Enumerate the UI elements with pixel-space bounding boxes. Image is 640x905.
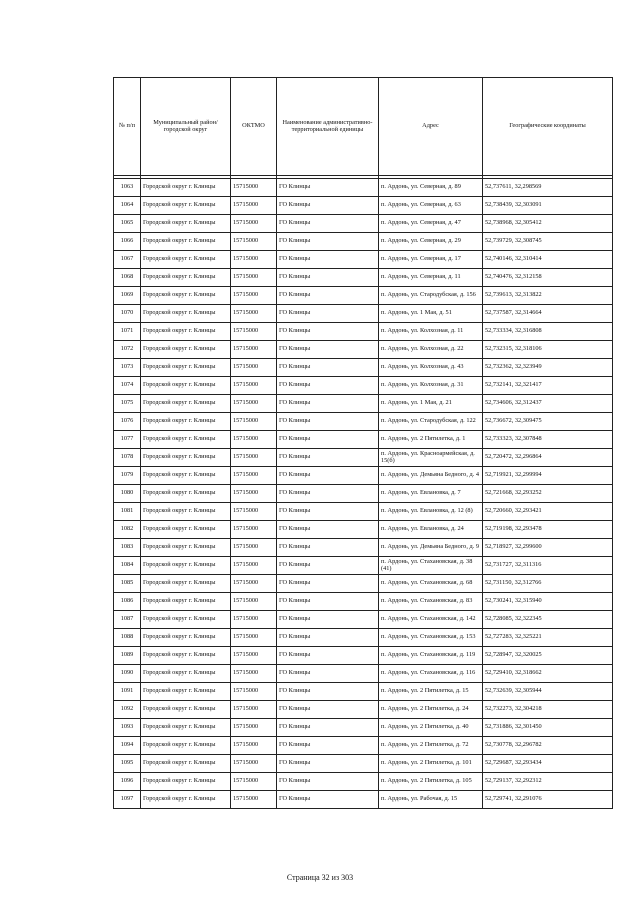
cell-coords: 52,729137, 32,292312 — [483, 773, 613, 791]
cell-coords: 52,731727, 32,311316 — [483, 557, 613, 575]
cell-oktmo: 15715000 — [231, 197, 277, 215]
cell-coords: 52,719921, 32,299994 — [483, 467, 613, 485]
table-row — [114, 377, 613, 395]
cell-unit: ГО Клинцы — [277, 665, 379, 683]
cell-district: Городской округ г. Клинцы — [141, 305, 231, 323]
cell-num: 1093 — [114, 719, 141, 737]
cell-coords: 52,737611, 32,298569 — [483, 179, 613, 197]
cell-unit: ГО Клинцы — [277, 431, 379, 449]
cell-oktmo: 15715000 — [231, 269, 277, 287]
cell-district: Городской округ г. Клинцы — [141, 233, 231, 251]
cell-coords: 52,729687, 32,293434 — [483, 755, 613, 773]
table-row — [114, 251, 613, 269]
cell-oktmo: 15715000 — [231, 305, 277, 323]
cell-district: Городской округ г. Клинцы — [141, 431, 231, 449]
cell-address: п. Ардонь, ул. 1 Мая, д. 21 — [379, 395, 483, 413]
cell-oktmo: 15715000 — [231, 503, 277, 521]
cell-unit: ГО Клинцы — [277, 575, 379, 593]
cell-unit: ГО Клинцы — [277, 629, 379, 647]
cell-address: п. Ардонь, ул. Красноармейская, д. 15(б) — [379, 449, 483, 467]
cell-unit: ГО Клинцы — [277, 413, 379, 431]
table-row — [114, 197, 613, 215]
table-row — [114, 701, 613, 719]
cell-district: Городской округ г. Клинцы — [141, 467, 231, 485]
cell-district: Городской округ г. Клинцы — [141, 683, 231, 701]
cell-address: п. Ардонь, ул. Колхозная, д. 43 — [379, 359, 483, 377]
cell-oktmo: 15715000 — [231, 557, 277, 575]
cell-oktmo: 15715000 — [231, 359, 277, 377]
cell-district: Городской округ г. Клинцы — [141, 773, 231, 791]
cell-num: 1087 — [114, 611, 141, 629]
cell-address: п. Ардонь, ул. Северная, д. 89 — [379, 179, 483, 197]
cell-address: п. Ардонь, ул. Стахановская, д. 116 — [379, 665, 483, 683]
table-row — [114, 305, 613, 323]
cell-unit: ГО Клинцы — [277, 773, 379, 791]
cell-address: п. Ардонь, ул. Рабочая, д. 15 — [379, 791, 483, 809]
cell-district: Городской округ г. Клинцы — [141, 647, 231, 665]
cell-address: п. Ардонь, ул. Евлановка, д. 12 (8) — [379, 503, 483, 521]
cell-coords: 52,720660, 32,293421 — [483, 503, 613, 521]
cell-num: 1076 — [114, 413, 141, 431]
cell-address: п. Ардонь, ул. Стахановская, д. 119 — [379, 647, 483, 665]
cell-coords: 52,719198, 32,293478 — [483, 521, 613, 539]
cell-num: 1091 — [114, 683, 141, 701]
cell-address: п. Ардонь, ул. Стародубская, д. 156 — [379, 287, 483, 305]
cell-address: п. Ардонь, ул. Демьяна Бедного, д. 4 — [379, 467, 483, 485]
cell-district: Городской округ г. Клинцы — [141, 629, 231, 647]
cell-coords: 52,736672, 32,309475 — [483, 413, 613, 431]
cell-oktmo: 15715000 — [231, 773, 277, 791]
cell-oktmo: 15715000 — [231, 341, 277, 359]
cell-num: 1088 — [114, 629, 141, 647]
cell-coords: 52,731150, 32,312766 — [483, 575, 613, 593]
table-row — [114, 593, 613, 611]
cell-district: Городской округ г. Клинцы — [141, 665, 231, 683]
table-row — [114, 557, 613, 575]
cell-district: Городской округ г. Клинцы — [141, 341, 231, 359]
cell-num: 1086 — [114, 593, 141, 611]
cell-num: 1075 — [114, 395, 141, 413]
cell-num: 1070 — [114, 305, 141, 323]
cell-coords: 52,727283, 32,325221 — [483, 629, 613, 647]
cell-district: Городской округ г. Клинцы — [141, 755, 231, 773]
cell-num: 1064 — [114, 197, 141, 215]
cell-address: п. Ардонь, ул. 2 Пятилетка, д. 24 — [379, 701, 483, 719]
cell-unit: ГО Клинцы — [277, 611, 379, 629]
cell-unit: ГО Клинцы — [277, 197, 379, 215]
cell-district: Городской округ г. Клинцы — [141, 611, 231, 629]
cell-coords: 52,737587, 32,314664 — [483, 305, 613, 323]
table-row — [114, 719, 613, 737]
cell-district: Городской округ г. Клинцы — [141, 179, 231, 197]
cell-coords: 52,731886, 32,301450 — [483, 719, 613, 737]
cell-unit: ГО Клинцы — [277, 485, 379, 503]
table-row — [114, 575, 613, 593]
cell-oktmo: 15715000 — [231, 683, 277, 701]
cell-num: 1069 — [114, 287, 141, 305]
cell-oktmo: 15715000 — [231, 629, 277, 647]
table-row — [114, 485, 613, 503]
cell-unit: ГО Клинцы — [277, 647, 379, 665]
cell-address: п. Ардонь, ул. Колхозная, д. 22 — [379, 341, 483, 359]
table-row — [114, 395, 613, 413]
cell-coords: 52,720472, 32,296864 — [483, 449, 613, 467]
cell-coords: 52,728085, 32,322345 — [483, 611, 613, 629]
cell-coords: 52,732639, 32,305944 — [483, 683, 613, 701]
cell-oktmo: 15715000 — [231, 233, 277, 251]
cell-unit: ГО Клинцы — [277, 503, 379, 521]
cell-address: п. Ардонь, ул. 2 Пятилетка, д. 105 — [379, 773, 483, 791]
cell-address: п. Ардонь, ул. Евлановка, д. 7 — [379, 485, 483, 503]
cell-unit: ГО Клинцы — [277, 179, 379, 197]
cell-coords: 52,718927, 32,299600 — [483, 539, 613, 557]
cell-coords: 52,733334, 32,316808 — [483, 323, 613, 341]
cell-oktmo: 15715000 — [231, 485, 277, 503]
cell-oktmo: 15715000 — [231, 449, 277, 467]
cell-unit: ГО Клинцы — [277, 341, 379, 359]
table-row — [114, 233, 613, 251]
cell-unit: ГО Клинцы — [277, 539, 379, 557]
header-unit: Наименование административно-территориальной единицы — [277, 78, 379, 176]
cell-coords: 52,732362, 32,323949 — [483, 359, 613, 377]
cell-num: 1068 — [114, 269, 141, 287]
cell-unit: ГО Клинцы — [277, 251, 379, 269]
cell-num: 1072 — [114, 341, 141, 359]
cell-num: 1082 — [114, 521, 141, 539]
table-row — [114, 449, 613, 467]
cell-oktmo: 15715000 — [231, 431, 277, 449]
cell-oktmo: 15715000 — [231, 413, 277, 431]
cell-oktmo: 15715000 — [231, 611, 277, 629]
cell-unit: ГО Клинцы — [277, 557, 379, 575]
table-row — [114, 521, 613, 539]
table-row — [114, 269, 613, 287]
cell-num: 1092 — [114, 701, 141, 719]
cell-num: 1079 — [114, 467, 141, 485]
cell-coords: 52,739729, 32,308745 — [483, 233, 613, 251]
cell-unit: ГО Клинцы — [277, 701, 379, 719]
cell-num: 1066 — [114, 233, 141, 251]
cell-num: 1090 — [114, 665, 141, 683]
cell-district: Городской округ г. Клинцы — [141, 791, 231, 809]
cell-coords: 52,721668, 32,293252 — [483, 485, 613, 503]
cell-num: 1095 — [114, 755, 141, 773]
cell-coords: 52,740476, 32,312158 — [483, 269, 613, 287]
cell-unit: ГО Клинцы — [277, 323, 379, 341]
table-row — [114, 503, 613, 521]
cell-unit: ГО Клинцы — [277, 719, 379, 737]
cell-coords: 52,740146, 32,310414 — [483, 251, 613, 269]
cell-num: 1077 — [114, 431, 141, 449]
cell-num: 1085 — [114, 575, 141, 593]
cell-num: 1096 — [114, 773, 141, 791]
cell-num: 1078 — [114, 449, 141, 467]
cell-num: 1063 — [114, 179, 141, 197]
cell-coords: 52,738439, 32,303091 — [483, 197, 613, 215]
table-row — [114, 611, 613, 629]
cell-unit: ГО Клинцы — [277, 233, 379, 251]
cell-oktmo: 15715000 — [231, 539, 277, 557]
cell-district: Городской округ г. Клинцы — [141, 377, 231, 395]
cell-address: п. Ардонь, ул. Стахановская, д. 68 — [379, 575, 483, 593]
table-row — [114, 323, 613, 341]
cell-address: п. Ардонь, ул. Северная, д. 11 — [379, 269, 483, 287]
cell-oktmo: 15715000 — [231, 665, 277, 683]
cell-coords: 52,739613, 32,313822 — [483, 287, 613, 305]
table-row — [114, 683, 613, 701]
cell-unit: ГО Клинцы — [277, 755, 379, 773]
cell-district: Городской округ г. Клинцы — [141, 395, 231, 413]
cell-unit: ГО Клинцы — [277, 683, 379, 701]
cell-district: Городской округ г. Клинцы — [141, 593, 231, 611]
cell-address: п. Ардонь, ул. Северная, д. 47 — [379, 215, 483, 233]
cell-address: п. Ардонь, ул. 2 Пятилетка, д. 1 — [379, 431, 483, 449]
page-number: Страница 32 из 303 — [286, 873, 354, 882]
table-body — [114, 179, 613, 809]
cell-district: Городской округ г. Клинцы — [141, 449, 231, 467]
cell-district: Городской округ г. Клинцы — [141, 215, 231, 233]
table-row — [114, 467, 613, 485]
table-row — [114, 215, 613, 233]
cell-coords: 52,730778, 32,296782 — [483, 737, 613, 755]
table-row — [114, 665, 613, 683]
table-row — [114, 431, 613, 449]
cell-address: п. Ардонь, ул. Северная, д. 29 — [379, 233, 483, 251]
cell-district: Городской округ г. Клинцы — [141, 719, 231, 737]
table-row — [114, 413, 613, 431]
cell-address: п. Ардонь, ул. Стахановская, д. 38 (41) — [379, 557, 483, 575]
cell-district: Городской округ г. Клинцы — [141, 539, 231, 557]
cell-oktmo: 15715000 — [231, 647, 277, 665]
table-row — [114, 539, 613, 557]
cell-district: Городской округ г. Клинцы — [141, 323, 231, 341]
cell-unit: ГО Клинцы — [277, 737, 379, 755]
cell-district: Городской округ г. Клинцы — [141, 269, 231, 287]
cell-oktmo: 15715000 — [231, 215, 277, 233]
cell-num: 1074 — [114, 377, 141, 395]
cell-coords: 52,729741, 32,291076 — [483, 791, 613, 809]
cell-oktmo: 15715000 — [231, 791, 277, 809]
cell-oktmo: 15715000 — [231, 593, 277, 611]
table-row — [114, 755, 613, 773]
header-address: Адрес — [379, 78, 483, 176]
cell-coords: 52,738968, 32,305412 — [483, 215, 613, 233]
cell-address: п. Ардонь, ул. Евлановка, д. 24 — [379, 521, 483, 539]
cell-unit: ГО Клинцы — [277, 593, 379, 611]
cell-address: п. Ардонь, ул. Стародубская, д. 122 — [379, 413, 483, 431]
cell-coords: 52,734606, 32,312437 — [483, 395, 613, 413]
table-row — [114, 179, 613, 197]
cell-coords: 52,732141, 32,321417 — [483, 377, 613, 395]
cell-oktmo: 15715000 — [231, 179, 277, 197]
cell-coords: 52,733323, 32,307848 — [483, 431, 613, 449]
cell-oktmo: 15715000 — [231, 575, 277, 593]
cell-unit: ГО Клинцы — [277, 521, 379, 539]
cell-district: Городской округ г. Клинцы — [141, 521, 231, 539]
cell-district: Городской округ г. Клинцы — [141, 359, 231, 377]
header-coords: Географические координаты — [483, 78, 613, 176]
table-row — [114, 629, 613, 647]
cell-district: Городской округ г. Клинцы — [141, 287, 231, 305]
cell-district: Городской округ г. Клинцы — [141, 251, 231, 269]
table-row — [114, 287, 613, 305]
cell-oktmo: 15715000 — [231, 755, 277, 773]
registry-table — [113, 77, 613, 809]
cell-address: п. Ардонь, ул. Колхозная, д. 31 — [379, 377, 483, 395]
cell-unit: ГО Клинцы — [277, 269, 379, 287]
cell-num: 1097 — [114, 791, 141, 809]
cell-district: Городской округ г. Клинцы — [141, 737, 231, 755]
cell-coords: 52,729410, 32,318662 — [483, 665, 613, 683]
table-row — [114, 359, 613, 377]
header-district: Муниципальный район/городской округ — [141, 78, 231, 176]
cell-address: п. Ардонь, ул. Стахановская, д. 153 — [379, 629, 483, 647]
cell-num: 1094 — [114, 737, 141, 755]
cell-oktmo: 15715000 — [231, 719, 277, 737]
cell-address: п. Ардонь, ул. Северная, д. 63 — [379, 197, 483, 215]
cell-district: Городской округ г. Клинцы — [141, 575, 231, 593]
cell-num: 1089 — [114, 647, 141, 665]
cell-unit: ГО Клинцы — [277, 359, 379, 377]
table-header — [114, 78, 613, 179]
cell-unit: ГО Клинцы — [277, 215, 379, 233]
table-row — [114, 791, 613, 809]
table-row — [114, 737, 613, 755]
table-row — [114, 647, 613, 665]
cell-address: п. Ардонь, ул. 2 Пятилетка, д. 40 — [379, 719, 483, 737]
cell-address: п. Ардонь, ул. 2 Пятилетка, д. 101 — [379, 755, 483, 773]
cell-district: Городской округ г. Клинцы — [141, 503, 231, 521]
cell-coords: 52,730241, 32,315940 — [483, 593, 613, 611]
cell-district: Городской округ г. Клинцы — [141, 557, 231, 575]
cell-oktmo: 15715000 — [231, 287, 277, 305]
cell-oktmo: 15715000 — [231, 521, 277, 539]
cell-coords: 52,728947, 32,320025 — [483, 647, 613, 665]
cell-oktmo: 15715000 — [231, 251, 277, 269]
cell-oktmo: 15715000 — [231, 323, 277, 341]
cell-oktmo: 15715000 — [231, 737, 277, 755]
cell-district: Городской округ г. Клинцы — [141, 485, 231, 503]
cell-address: п. Ардонь, ул. Стахановская, д. 142 — [379, 611, 483, 629]
cell-oktmo: 15715000 — [231, 701, 277, 719]
cell-oktmo: 15715000 — [231, 467, 277, 485]
cell-address: п. Ардонь, ул. 2 Пятилетка, д. 72 — [379, 737, 483, 755]
cell-num: 1065 — [114, 215, 141, 233]
cell-unit: ГО Клинцы — [277, 449, 379, 467]
cell-num: 1081 — [114, 503, 141, 521]
cell-unit: ГО Клинцы — [277, 377, 379, 395]
cell-coords: 52,732315, 32,318106 — [483, 341, 613, 359]
cell-address: п. Ардонь, ул. Колхозная, д. 11 — [379, 323, 483, 341]
cell-address: п. Ардонь, ул. 1 Мая, д. 51 — [379, 305, 483, 323]
cell-unit: ГО Клинцы — [277, 395, 379, 413]
cell-district: Городской округ г. Клинцы — [141, 413, 231, 431]
cell-unit: ГО Клинцы — [277, 305, 379, 323]
cell-district: Городской округ г. Клинцы — [141, 701, 231, 719]
cell-oktmo: 15715000 — [231, 395, 277, 413]
cell-num: 1073 — [114, 359, 141, 377]
cell-oktmo: 15715000 — [231, 377, 277, 395]
header-oktmo: ОКТМО — [231, 78, 277, 176]
cell-address: п. Ардонь, ул. Стахановская, д. 83 — [379, 593, 483, 611]
cell-coords: 52,732273, 32,304218 — [483, 701, 613, 719]
cell-num: 1071 — [114, 323, 141, 341]
table-row — [114, 341, 613, 359]
cell-address: п. Ардонь, ул. Северная, д. 17 — [379, 251, 483, 269]
cell-address: п. Ардонь, ул. 2 Пятилетка, д. 15 — [379, 683, 483, 701]
cell-num: 1084 — [114, 557, 141, 575]
cell-num: 1067 — [114, 251, 141, 269]
cell-unit: ГО Клинцы — [277, 287, 379, 305]
table-row — [114, 773, 613, 791]
header-num: № п/п — [114, 78, 141, 176]
cell-num: 1083 — [114, 539, 141, 557]
cell-num: 1080 — [114, 485, 141, 503]
cell-district: Городской округ г. Клинцы — [141, 197, 231, 215]
cell-unit: ГО Клинцы — [277, 467, 379, 485]
cell-unit: ГО Клинцы — [277, 791, 379, 809]
cell-address: п. Ардонь, ул. Демьяна Бедного, д. 9 — [379, 539, 483, 557]
